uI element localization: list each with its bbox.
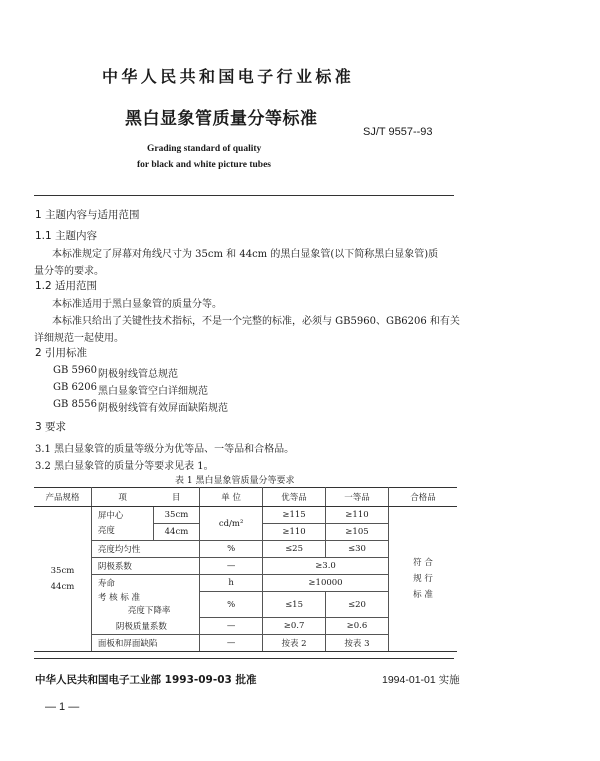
cathode-quality-label: 阴极质量系数 [91,618,199,635]
life-value: ≥10000 [263,575,389,592]
life-label: 寿命 [91,575,199,592]
cq-top: ≥0.7 [263,618,326,635]
qualified-cell [388,507,457,652]
b44-first: ≥105 [326,524,389,541]
section-1-1-paragraph-line1: 本标准规定了屏幕对角线尺寸为 35cm 和 44cm 的黑白显象管(以下简称黑白显象管)质 [52,249,439,260]
life-unit: h [200,575,263,592]
document-title-en-line1: Grading standard of quality [147,144,262,154]
header-first-grade: 一等品 [326,488,389,507]
section-1-2-paragraph-2-line2: 详细规范一起使用。 [34,333,124,344]
spec-44cm: 44cm [50,582,75,592]
decline-first: ≤20 [326,592,389,618]
quality-grading-table [34,487,457,652]
qualified-line1: 符 合 [413,558,433,568]
header-spec: 产品规格 [34,488,91,507]
b35-top: ≥115 [263,507,326,524]
size-44: 44cm [153,524,199,541]
section-3-heading: 3 要求 [35,421,67,433]
cathode-unit: — [200,558,263,575]
b44-top: ≥110 [263,524,326,541]
table-header-row [34,488,457,507]
reference-name: 黑白显象管空白详细规范 [98,386,208,397]
standard-code: SJ/T 9557--93 [363,126,433,138]
reference-name: 阴极射线管总规范 [98,369,178,380]
section-3-2-text: 3.2 黑白显象管的质量分等要求见表 1。 [35,461,214,472]
cathode-value: ≥3.0 [263,558,389,575]
section-3-1-text: 3.1 黑白显象管的质量等级分为优等品、一等品和合格品。 [35,444,295,455]
defects-top: 按表 2 [263,635,326,652]
header-qualified: 合格品 [388,488,457,507]
header-item-1: 项 [91,488,153,507]
footer-rule [34,658,454,659]
section-1-2-heading: 1.2 适用范围 [35,280,98,292]
assess-label-cell [91,592,199,618]
reference-code: GB 8556 [53,399,97,410]
reference-code: GB 6206 [53,382,97,393]
header-item-2: 目 [153,488,199,507]
table-caption: 表 1 黑白显象管质量分等要求 [175,476,295,486]
decline-top: ≤15 [263,592,326,618]
uniformity-label: 亮度均匀性 [91,541,199,558]
decline-unit: % [200,592,263,618]
header-top-grade: 优等品 [263,488,326,507]
decline-label: 亮度下降率 [127,605,171,616]
page-number: — 1 — [45,701,80,713]
header-unit: 单 位 [200,488,263,507]
spec-cell [34,507,91,652]
spec-35cm: 35cm [50,566,75,576]
approval-line: 中华人民共和国电子工业部 1993-09-03 批准 [35,674,257,686]
brightness-unit: cd/m² [200,507,263,541]
qualified-line2: 规 行 [413,574,433,584]
section-1-1-heading: 1.1 主题内容 [35,230,98,242]
uniformity-first: ≤30 [326,541,389,558]
defects-unit: — [200,635,263,652]
reference-code: GB 5960 [53,365,97,376]
brightness-label [91,507,153,541]
size-35: 35cm [153,507,199,524]
section-1-2-paragraph-1: 本标准适用于黑白显象管的质量分等。 [52,299,222,310]
cq-first: ≥0.6 [326,618,389,635]
section-2-heading: 2 引用标准 [35,347,88,359]
table-row [34,507,457,524]
document-title-en-line2: for black and white picture tubes [137,160,271,170]
qualified-line3: 标 准 [413,590,433,600]
reference-name: 阴极射线管有效屏面缺陷规范 [98,403,228,414]
header-rule [34,195,454,196]
document-title-cn: 黑白显象管质量分等标准 [125,109,318,129]
assess-label: 考 核 标 准 [97,592,141,603]
section-1-heading: 1 主题内容与适用范围 [35,209,140,221]
issuing-authority: 中华人民共和国电子行业标准 [102,67,355,86]
brightness-label-line1: 屏中心 [97,510,124,521]
defects-label: 面板和屏面缺陷 [91,635,199,652]
section-1-1-paragraph-line2: 量分等的要求。 [34,266,104,277]
cathode-label: 阴极系数 [91,558,199,575]
section-1-2-paragraph-2-line1: 本标准只给出了关键性技术指标，不是一个完整的标准，必须与 GB5960、GB6206 和有关 [52,316,460,327]
uniformity-top: ≤25 [263,541,326,558]
b35-first: ≥110 [326,507,389,524]
brightness-label-line2: 亮度 [97,525,115,536]
effective-date: 1994-01-01 实施 [382,674,460,686]
uniformity-unit: % [200,541,263,558]
defects-first: 按表 3 [326,635,389,652]
cq-unit: — [200,618,263,635]
